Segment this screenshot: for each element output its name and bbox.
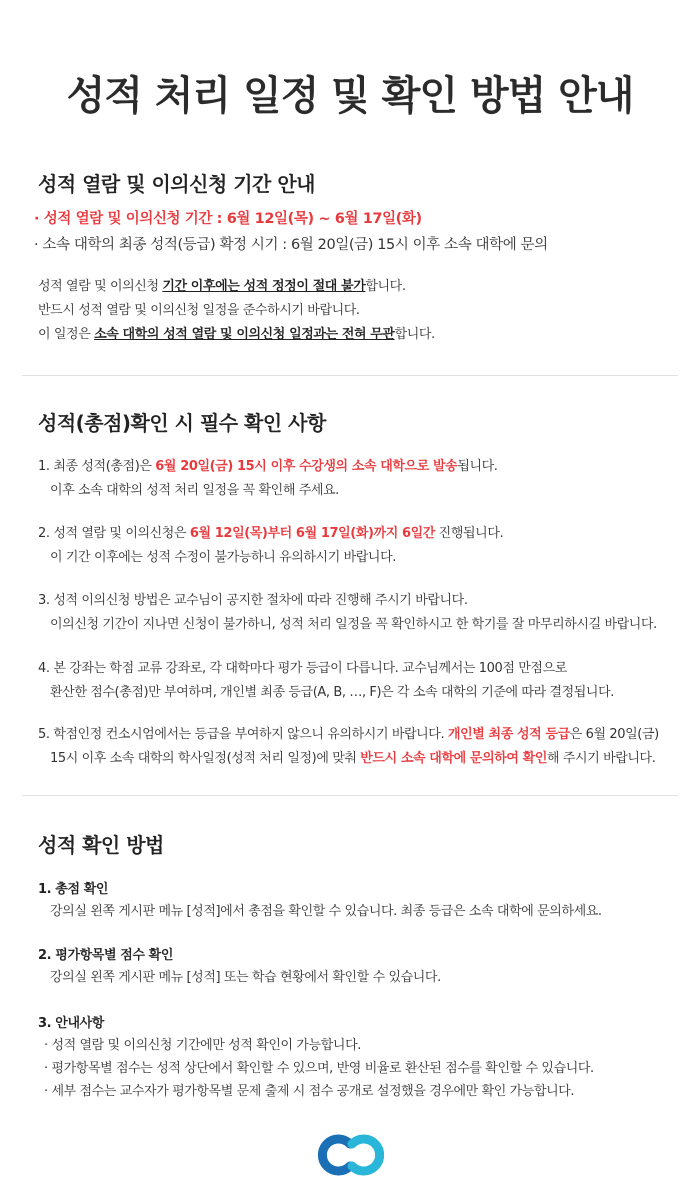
checklist-item-4-line2: 환산한 점수(총점)만 부여하며, 개인별 최종 등급(A, B, …, F)은 각 소속 대학의 기준에 따라 결정됩니다. [50,685,614,700]
final-grade-bullet: · 소속 대학의 최종 성적(등급) 확정 시기 : 6월 20일(금) 15시 이후 소속 대학에 문의 [34,237,548,253]
method-note-3: · 세부 점수는 교수자가 평가항목별 문제 출제 시 점수 공개로 설정했을 경우에만 확인 가능합니다. [44,1084,575,1099]
period-bullet [34,207,422,228]
item-emphasis: 6월 20일(금) 15시 이후 수강생의 소속 대학으로 발송 [155,459,458,474]
checklist-item-5 [38,723,659,742]
brand-logo-icon [312,1134,390,1176]
notice-text: 합니다. [365,279,406,294]
checklist-item-2-line2: 이 기간 이후에는 성적 수정이 불가능하니 유의하시기 바랍니다. [50,550,396,565]
checklist-item-3: 3. 성적 이의신청 방법은 교수님이 공지한 절차에 따라 진행해 주시기 바랍니다. [38,593,468,608]
method-note-1: · 성적 열람 및 이의신청 기간에만 성적 확인이 가능합니다. [44,1038,361,1053]
notice-line-1 [38,275,406,294]
item-emphasis: 개인별 최종 성적 등급 [447,727,570,742]
item-emphasis: 6월 12일(목)부터 6월 17일(화)까지 6일간 [189,526,435,541]
notice-text: 합니다. [394,327,435,342]
item-text: 5. 학점인정 컨소시엄에서는 등급을 부여하지 않으니 유의하시기 바랍니다. [38,727,448,742]
method-notes-title: 3. 안내사항 [38,1016,104,1031]
item-text: 은 6월 20일(금) [569,727,659,742]
notice-emphasis: 소속 대학의 성적 열람 및 이의신청 일정과는 전혀 무관 [94,327,395,342]
brand-logo [312,1134,390,1176]
checklist-item-4: 4. 본 강좌는 학점 교류 강좌로, 각 대학마다 평가 등급이 다릅니다. 교수님께서는 100점 만점으로 [38,661,567,676]
notice-text: 성적 열람 및 이의신청 [38,279,163,294]
notice-line-2: 반드시 성적 열람 및 이의신청 일정을 준수하시기 바랍니다. [38,303,360,318]
item-emphasis: 반드시 소속 대학에 문의하여 확인 [360,751,547,766]
item-text: 해 주시기 바랍니다. [546,751,656,766]
checklist-item-1 [38,455,498,474]
method-items-title: 2. 평가항목별 점수 확인 [38,948,173,963]
checklist-item-3-line2: 이의신청 기간이 지나면 신청이 불가하니, 성적 처리 일정을 꼭 확인하시고 한 학기를 잘 마무리하시길 바랍니다. [50,617,657,632]
method-total-text: 강의실 왼쪽 게시판 메뉴 [성적]에서 총점을 확인할 수 있습니다. 최종 등급은 소속 대학에 문의하세요. [50,904,602,919]
page-title: 성적 처리 일정 및 확인 방법 안내 [66,73,634,119]
notice-text: 이 일정은 [38,327,95,342]
section-divider [22,795,678,796]
section-heading-viewing-period: 성적 열람 및 이의신청 기간 안내 [38,172,315,196]
checklist-item-1-line2: 이후 소속 대학의 성적 처리 일정을 꼭 확인해 주세요. [50,483,339,498]
section-heading-checklist: 성적(총점)확인 시 필수 확인 사항 [38,411,326,435]
item-text: 진행됩니다. [434,526,504,541]
item-text: 15시 이후 소속 대학의 학사일정(성적 처리 일정)에 맞춰 [50,751,361,766]
method-total-title: 1. 총점 확인 [38,882,109,897]
section-divider [22,375,678,376]
item-text: 됩니다. [457,459,498,474]
viewing-period-text: · 성적 열람 및 이의신청 기간 : 6월 12일(목) ~ 6월 17일(화) [34,211,422,227]
item-text: 2. 성적 열람 및 이의신청은 [38,526,190,541]
method-note-2: · 평가항목별 점수는 성적 상단에서 확인할 수 있으며, 반영 비율로 환산된 점수를 확인할 수 있습니다. [44,1061,594,1076]
section-heading-how-to-check: 성적 확인 방법 [38,833,164,857]
checklist-item-2 [38,522,503,541]
item-text: 1. 최종 성적(총점)은 [38,459,156,474]
notice-line-3 [38,323,435,342]
checklist-item-5-line2 [50,747,655,766]
notice-emphasis: 기간 이후에는 성적 정정이 절대 불가 [162,279,366,294]
method-items-text: 강의실 왼쪽 게시판 메뉴 [성적] 또는 학습 현황에서 확인할 수 있습니다. [50,970,441,985]
